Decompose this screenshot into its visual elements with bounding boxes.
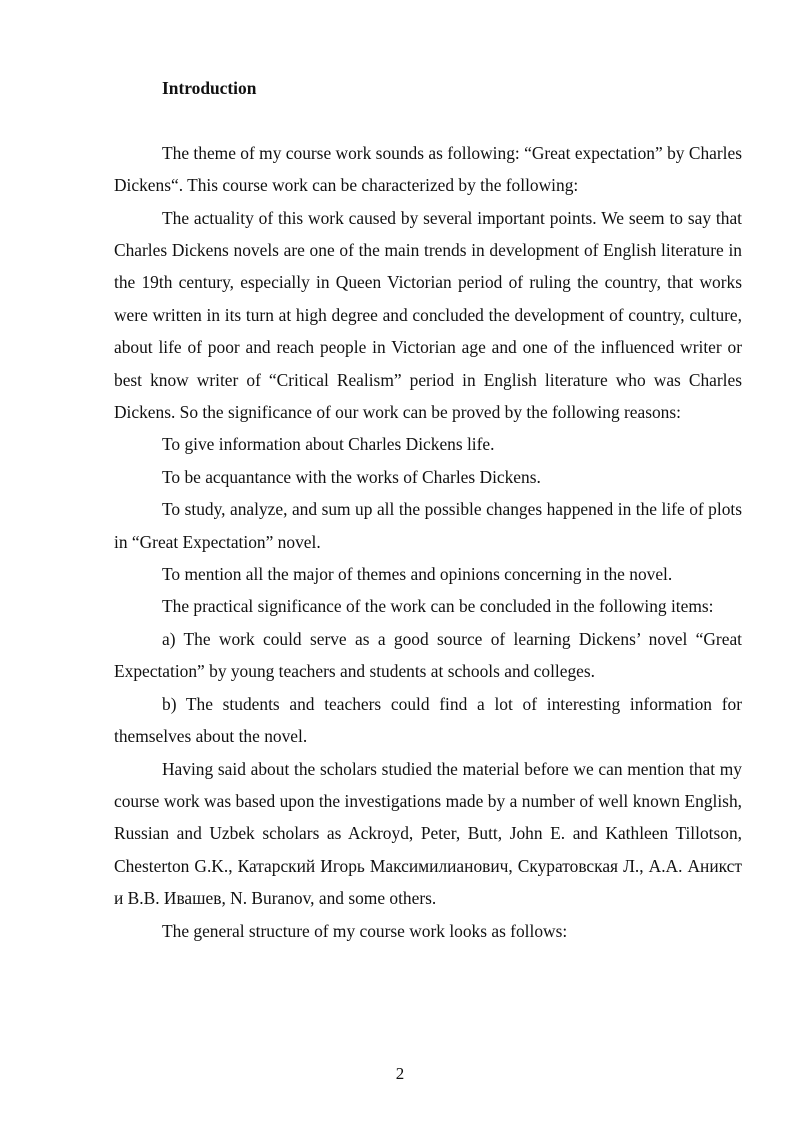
page-number: 2 <box>395 1064 405 1083</box>
paragraph-structure: The general structure of my course work looks as follows: <box>162 920 568 941</box>
paragraph-reason-life: To give information about Charles Dickens life. <box>162 434 495 455</box>
section-heading: Introduction <box>162 78 257 98</box>
paragraph-scholars: Having said about the scholars studied the material before we can mention that my course work was based upon the investigations made by a number of well known English, Russian and Uzbek scholars as Ackroyd, Peter, Butt, John E. and Kathleen Tillotson, Chesterton G.K., Катарский Игорь Максимилианович, Скуратовская Л., А.А. Аникст и В.В. Ивашев, N. Buranov, and some others. <box>114 758 742 909</box>
paragraph-practical-significance: The practical significance of the work can be concluded in the following items: <box>162 596 714 617</box>
document-page <box>114 72 742 947</box>
paragraph-theme: The theme of my course work sounds as following: “Great expectation” by Charles Dickens“. This course work can be characterized by the following: <box>114 142 742 196</box>
paragraph-actuality: The actuality of this work caused by several important points. We seem to say that Charles Dickens novels are one of the main trends in development of English literature in the 19th century, especially in Queen Victorian period of ruling the country, that works were written in its turn at high degree and concluded the development of country, culture, about life of poor and reach people in Victorian age and one of the influenced writer or best know writer of “Critical Realism” period in English literature who was Charles Dickens. So the significance of our work can be proved by the following reasons: <box>114 207 742 423</box>
paragraph-reason-works: To be acquantance with the works of Charles Dickens. <box>162 466 541 487</box>
paragraph-item-a: a) The work could serve as a good source of learning Dickens’ novel “Great Expectation” by young teachers and students at schools and colleges. <box>114 628 742 682</box>
paragraph-reason-study: To study, analyze, and sum up all the possible changes happened in the life of plots in “Great Expectation” novel. <box>114 499 742 552</box>
paragraph-item-b: b) The students and teachers could find a lot of interesting information for themselves about the novel. <box>114 693 742 747</box>
paragraph-reason-themes: To mention all the major of themes and opinions concerning in the novel. <box>162 564 673 585</box>
